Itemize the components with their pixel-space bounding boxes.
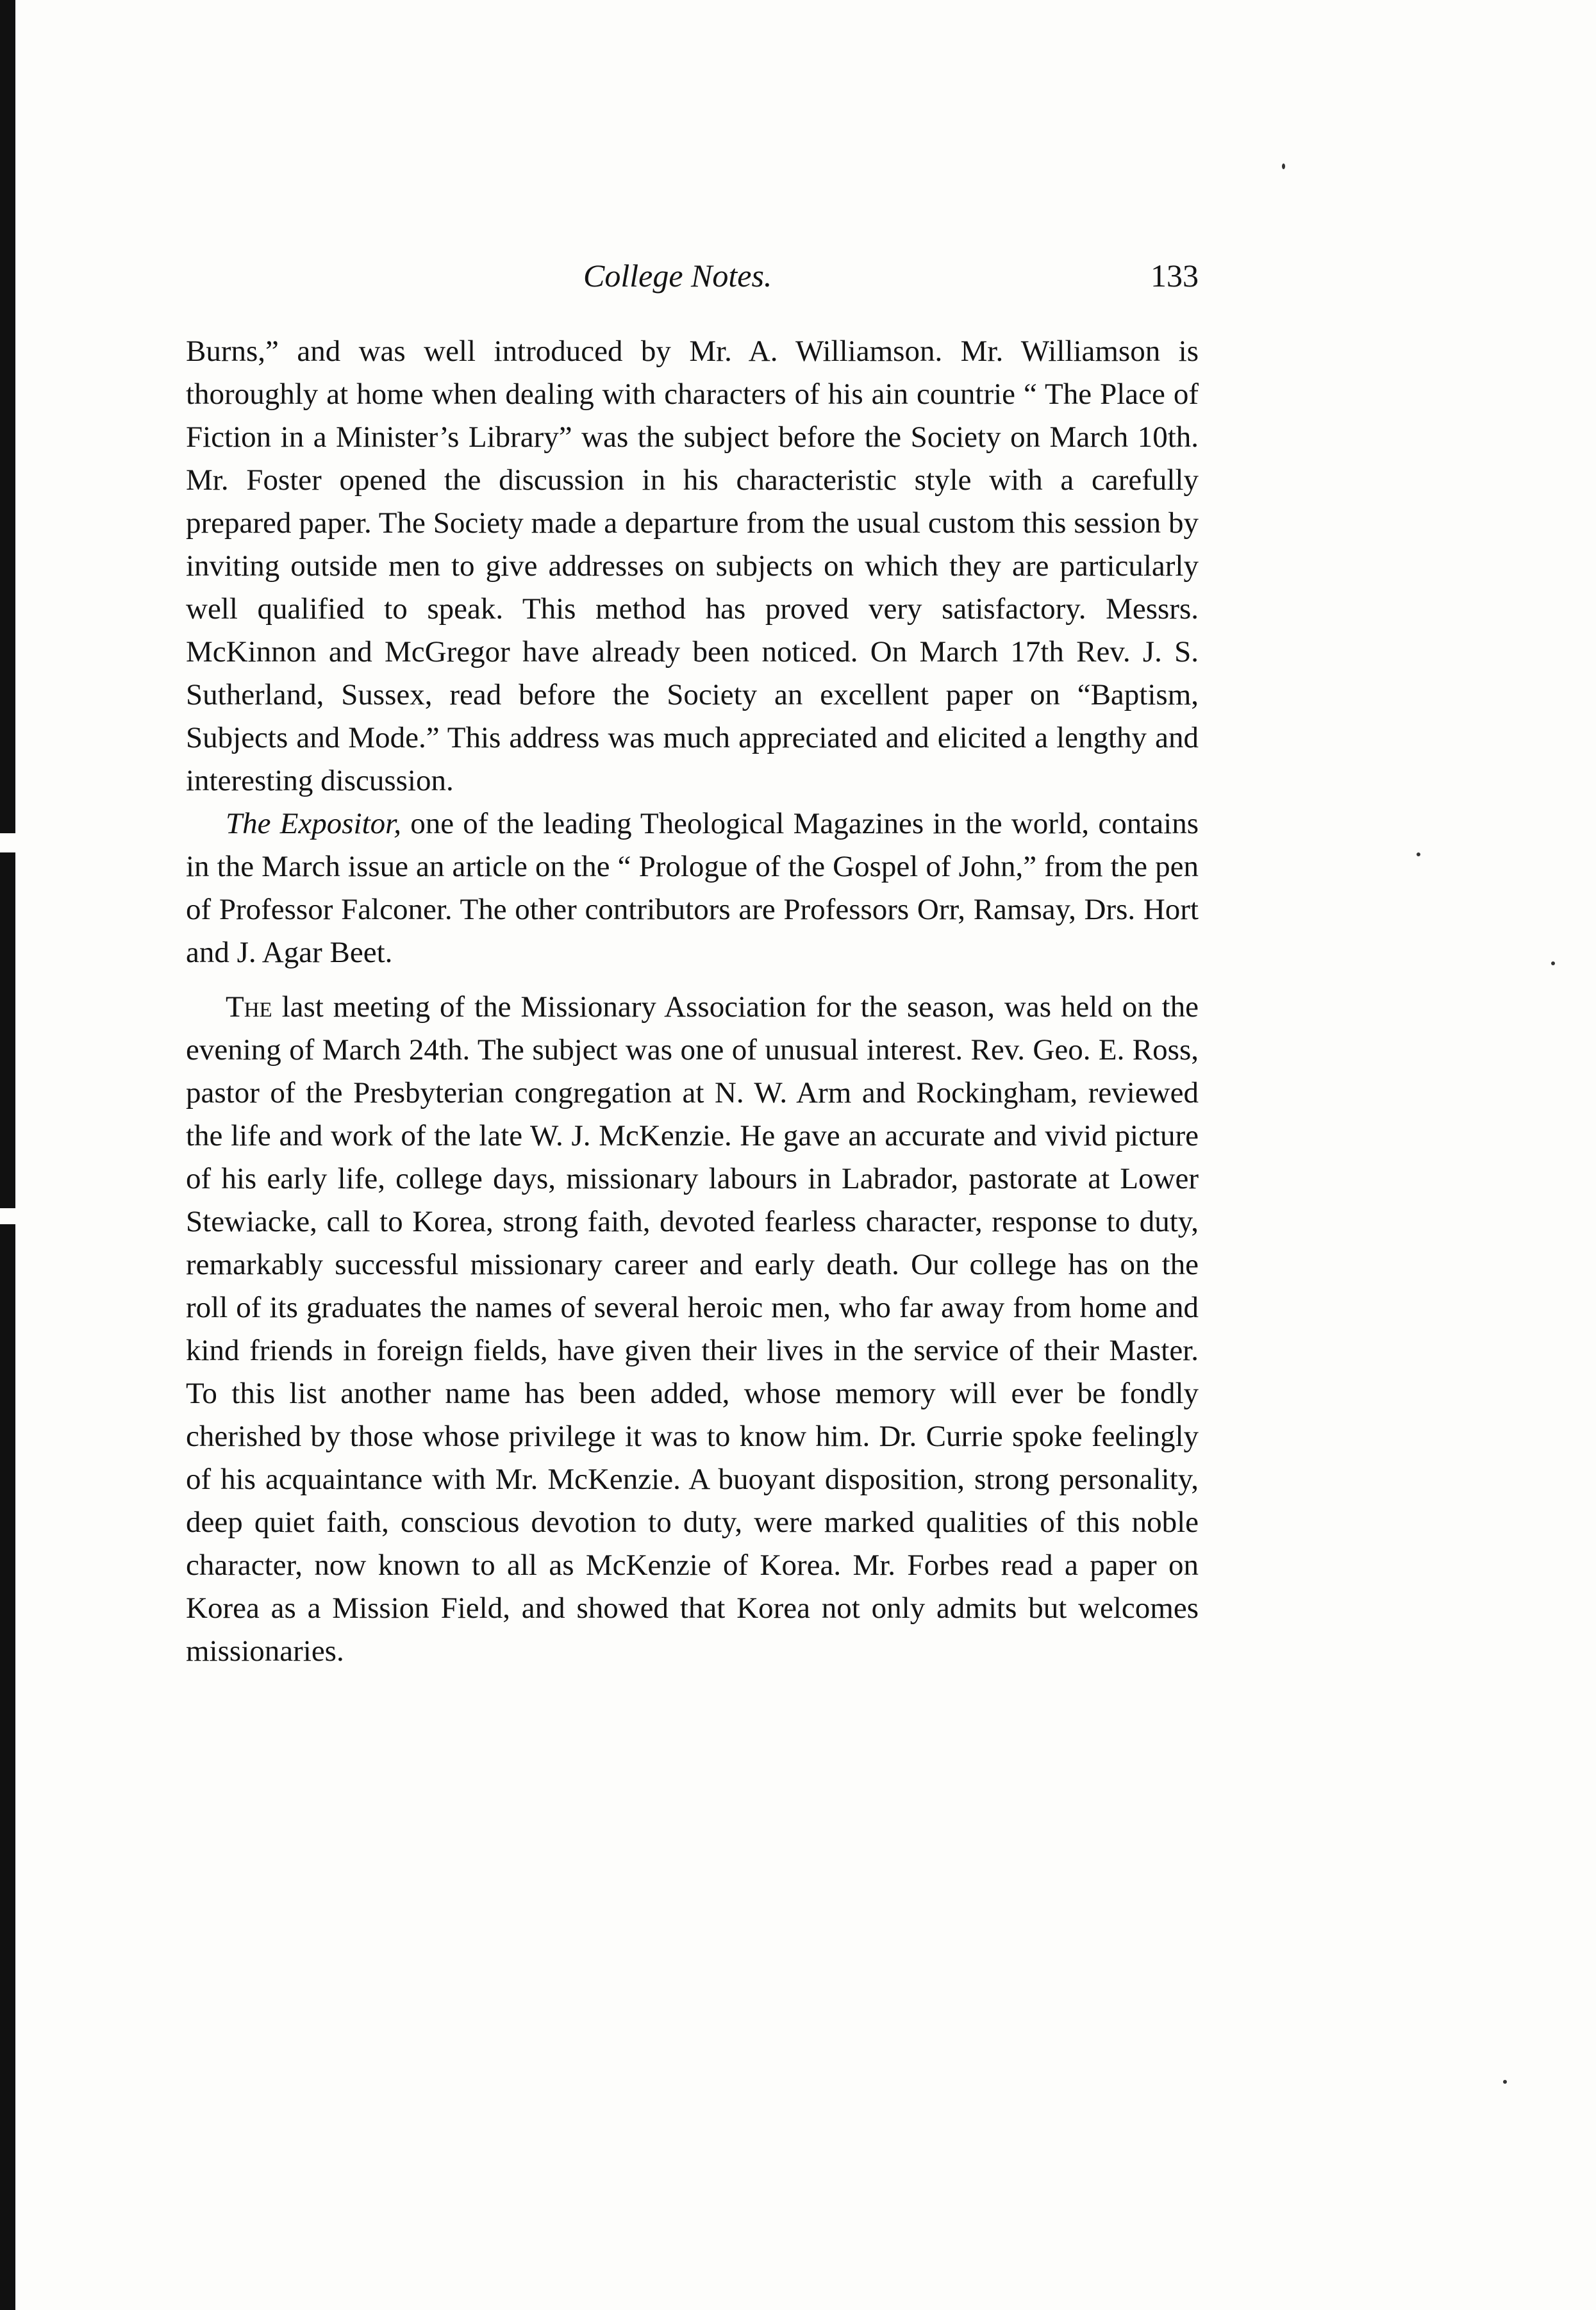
scan-speck [1551,961,1555,965]
paragraph-3-text: last meeting of the Missionary Association for the season, was held on the evening of March 24th. The subject was one of unusual interest. Rev. Geo. E. Ross, pastor of the Presbyterian congregation at N. W. Arm and Rockingham, reviewed the life and work of the late W. J. McKenzie. He gave an accurate and vivid picture of his early life, college days, missionary labours in Labrador, pastorate at Lower Stewiacke, call to Korea, strong faith, devoted fearless character, response to duty, remarkably successful missionary career and early death. Our college has on the roll of its graduates the names of several heroic men, who far away from home and kind friends in foreign fields, have given their lives in the service of their Master. To this list another name has been added, whose memory will ever be fondly cherished by those whose privilege it was to know him. Dr. Currie spoke feelingly of his acquaintance with Mr. McKenzie. A buoyant disposition, strong personality, deep quiet faith, conscious devotion to duty, were marked qualities of this noble character, now known to all as McKenzie of Korea. Mr. Forbes read a paper on Korea as a Mission Field, and showed that Korea not only admits but welcomes missionaries. [186,990,1199,1668]
scan-speck [1282,163,1285,169]
binding-edge [0,0,15,2310]
paragraph-2 [186,802,1199,974]
paragraph-1 [186,330,1199,802]
paragraph-2-text: one of the leading Theological Magazines in the world, contains in the March issue an article on the “ Prologue of the Gospel of John,” from the pen of Professor Falconer. The other contributors are Professors Orr, Ramsay, Drs. Hort and J. Agar Beet. [186,807,1199,969]
page-number: 133 [1151,258,1199,294]
paragraph-2-lead: The Expositor, [226,807,402,840]
paragraph-3 [186,986,1199,1673]
paragraph-3-lead: The [226,990,272,1024]
scan-speck [1503,2080,1507,2084]
scan-speck [1417,852,1420,856]
paragraph-1-text: Burns,” and was well introduced by Mr. A. Williamson. Mr. Williamson is thoroughly at home when dealing with characters of his ain countrie “ The Place of Fiction in a Minister’s Library” was the subject before the Society on March 10th. Mr. Foster opened the discussion in his characteristic style with a carefully prepared paper. The Society made a departure from the usual custom this session by inviting outside men to give addresses on subjects on which they are particularly well qualified to speak. This method has proved very satisfactory. Messrs. McKinnon and McGregor have already been noticed. On March 17th Rev. J. S. Sutherland, Sussex, read before the Society an excellent paper on “Baptism, Subjects and Mode.” This address was much appreciated and elicited a lengthy and interesting discussion. [186,335,1199,797]
binding-edge-gap [0,1208,15,1224]
running-head [186,253,1199,298]
body-text [186,330,1199,1673]
running-title: College Notes. [583,258,772,294]
binding-edge-gap [0,833,15,852]
